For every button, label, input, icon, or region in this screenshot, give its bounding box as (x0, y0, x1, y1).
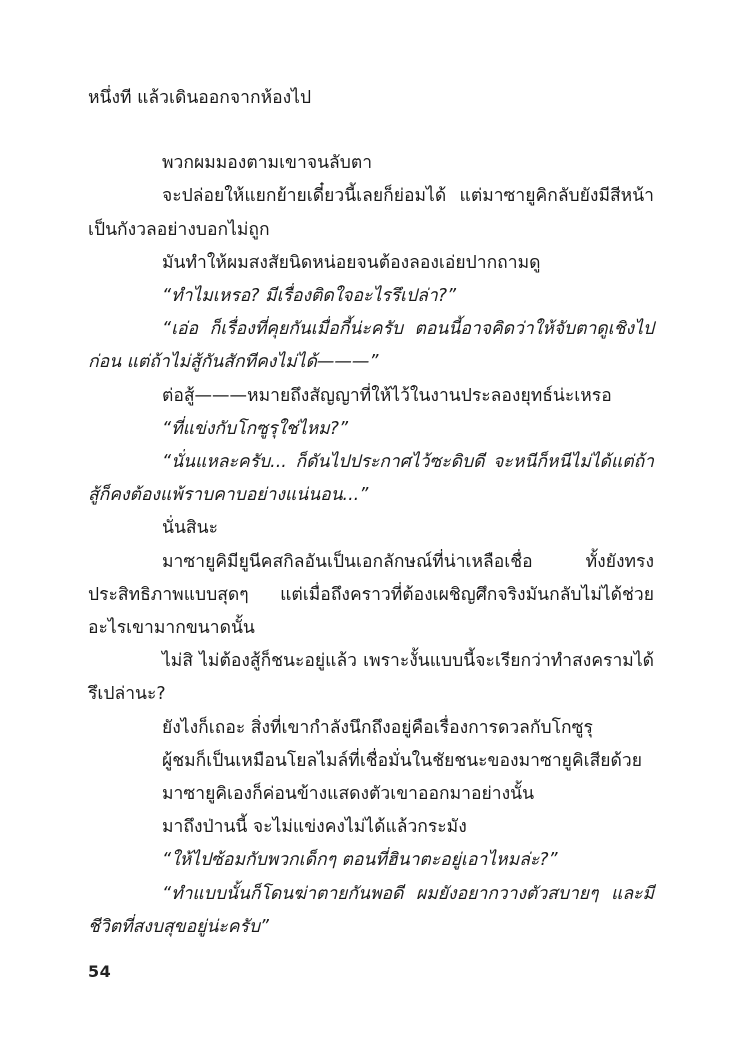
paragraph: มันทำให้ผมสงสัยนิดหน่อยจนต้องลองเอ่ยปากถามดู (162, 252, 541, 273)
dialogue-line: “เอ่อ ก็เรื่องที่คุยกันเมื่อกี้น่ะครับ ตอนนี้อาจคิดว่าให้จับตาดูเชิงไปก่อน แต่ถ้าไม่สู้กันสักทีคงไม่ได้———” (88, 319, 654, 373)
dialogue-line: “ทำไมเหรอ? มีเรื่องติดใจอะไรรึเปล่า?” (162, 286, 457, 307)
paragraph: มาซายูคิมียูนีคสกิลอันเป็นเอกลักษณ์ที่น่าเหลือเชื่อ ทั้งยังทรงประสิทธิภาพแบบสุดๆ แต่เมื่อถึงคราวที่ต้องเผชิญศึกจริงมันกลับไม่ได้ช่วยอะไรเขามากขนาดนั้น (88, 551, 654, 639)
body-text (88, 82, 654, 944)
paragraph: จะปล่อยให้แยกย้ายเดี๋ยวนี้เลยก็ย่อมได้ แต่มาซายูคิกลับยังมีสีหน้าเป็นกังวลอย่างบอกไม่ถูก (88, 186, 654, 240)
paragraph: ต่อสู้———หมายถึงสัญญาที่ให้ไว้ในงานประลองยุทธ์น่ะเหรอ (162, 385, 612, 406)
dialogue-line: “นั่นแหละครับ... ก็ดันไปประกาศไว้ซะดิบดี จะหนีก็หนีไม่ได้แต่ถ้าสู้ก็คงต้องแพ้ราบคาบอย่างแน่นอน...” (88, 452, 654, 506)
paragraph: หนึ่งที แล้วเดินออกจากห้องไป (88, 88, 312, 108)
dialogue-line: “ทำแบบนั้นก็โดนฆ่าตายกันพอดี ผมยังอยากวางตัวสบายๆ และมีชีวิตที่สงบสุขอยู่น่ะครับ” (88, 883, 654, 937)
paragraph: นั่นสินะ (162, 518, 218, 539)
paragraph: ไม่สิ ไม่ต้องสู้ก็ชนะอยู่แล้ว เพราะงั้นแบบนี้จะเรียกว่าทำสงครามได้รึเปล่านะ? (88, 651, 654, 705)
paragraph: ผู้ชมก็เป็นเหมือนโยลไมล์ที่เชื่อมั่นในชัยชนะของมาซายูคิเสียด้วย (162, 750, 642, 771)
paragraph: มาซายูคิเองก็ค่อนข้างแสดงตัวเขาออกมาอย่างนั้น (162, 784, 535, 805)
paragraph: พวกผมมองตามเขาจนลับตา (162, 153, 373, 174)
paragraph: มาถึงป่านนี้ จะไม่แข่งคงไม่ได้แล้วกระมัง (162, 817, 467, 838)
page-number: 54 (88, 962, 112, 981)
paragraph: ยังไงก็เถอะ สิ่งที่เขากำลังนึกถึงอยู่คือเรื่องการดวลกับโกซูรุ (162, 717, 593, 738)
dialogue-line: “ให้ไปซ้อมกับพวกเด็กๆ ตอนที่ฮินาตะอยู่เอาไหมล่ะ?” (162, 850, 558, 871)
dialogue-line: “ที่แข่งกับโกซูรุใช่ไหม?” (162, 418, 349, 439)
